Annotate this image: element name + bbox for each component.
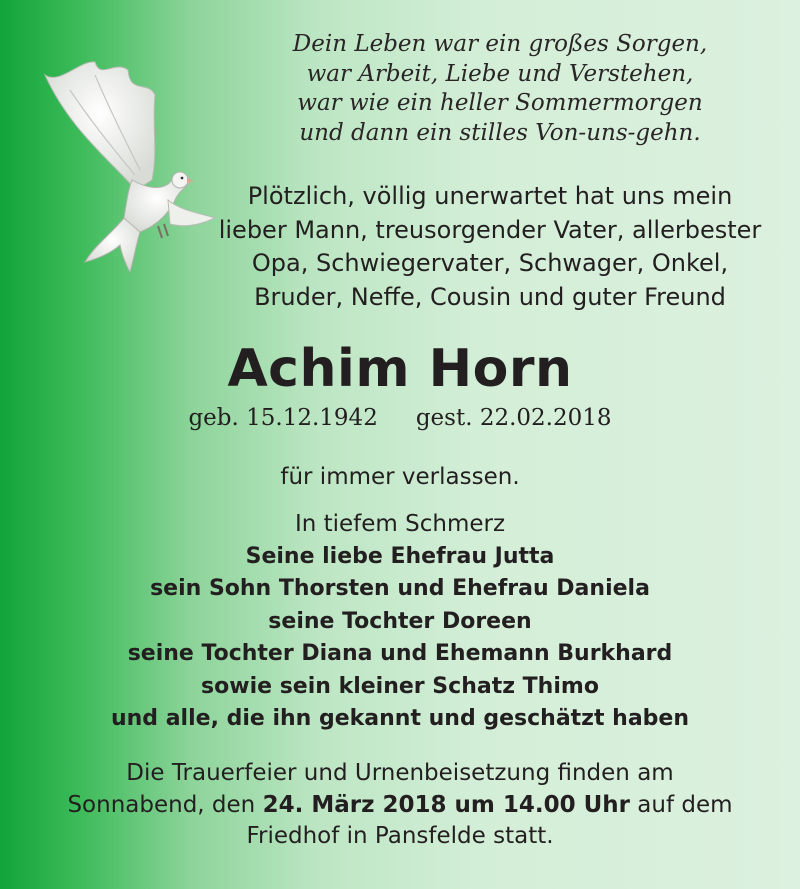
mourners-intro: In tiefem Schmerz: [294, 511, 506, 537]
death-date: gest. 22.02.2018: [415, 405, 612, 431]
mourner-line: sein Sohn Thorsten und Ehefrau Daniela: [150, 576, 650, 601]
mourner-line: seine Tochter Diana und Ehemann Burkhard: [127, 641, 673, 666]
funeral-line: Die Trauerfeier und Urnenbeisetzung finden am: [126, 760, 674, 786]
intro-line: Bruder, Neffe, Cousin und guter Freund: [254, 282, 726, 311]
poem-line: war Arbeit, Liebe und Verstehen,: [306, 60, 694, 87]
funeral-date: 24. März 2018 um 14.00 Uhr: [262, 791, 630, 818]
mourner-line: sowie sein kleiner Schatz Thimo: [201, 673, 599, 699]
left-us-text: für immer verlassen.: [280, 464, 520, 490]
funeral-text: Sonnabend, den: [67, 791, 263, 818]
funeral-location: Friedhof in Pansfelde statt.: [246, 823, 554, 849]
mourner-line: Seine liebe Ehefrau Jutta: [245, 543, 555, 569]
mourner-line: und alle, die ihn gekannt und geschätzt haben: [110, 706, 689, 731]
funeral-info: [0, 758, 800, 853]
white-dove-icon: [40, 40, 218, 275]
intro-line: Plötzlich, völlig unerwartet hat uns mein: [247, 182, 733, 210]
poem-line: und dann ein stilles Von-uns-gehn.: [299, 119, 701, 146]
funeral-date-line: [0, 790, 800, 822]
life-dates: [0, 401, 800, 435]
memorial-poem: [250, 30, 750, 148]
intro-line: lieber Mann, treusorgender Vater, allerbester: [218, 215, 762, 244]
poem-line: Dein Leben war ein großes Sorgen,: [292, 31, 708, 57]
mourner-line: seine Tochter Doreen: [268, 608, 532, 634]
poem-line: war wie ein heller Sommermorgen: [297, 90, 703, 116]
deceased-name: Achim Horn: [227, 339, 573, 399]
mourners-list: [0, 508, 800, 736]
announcement-intro: [200, 180, 780, 314]
intro-line: Opa, Schwiegervater, Schwager, Onkel,: [251, 249, 729, 277]
funeral-text: auf dem: [629, 791, 733, 818]
birth-date: geb. 15.12.1942: [188, 405, 378, 431]
